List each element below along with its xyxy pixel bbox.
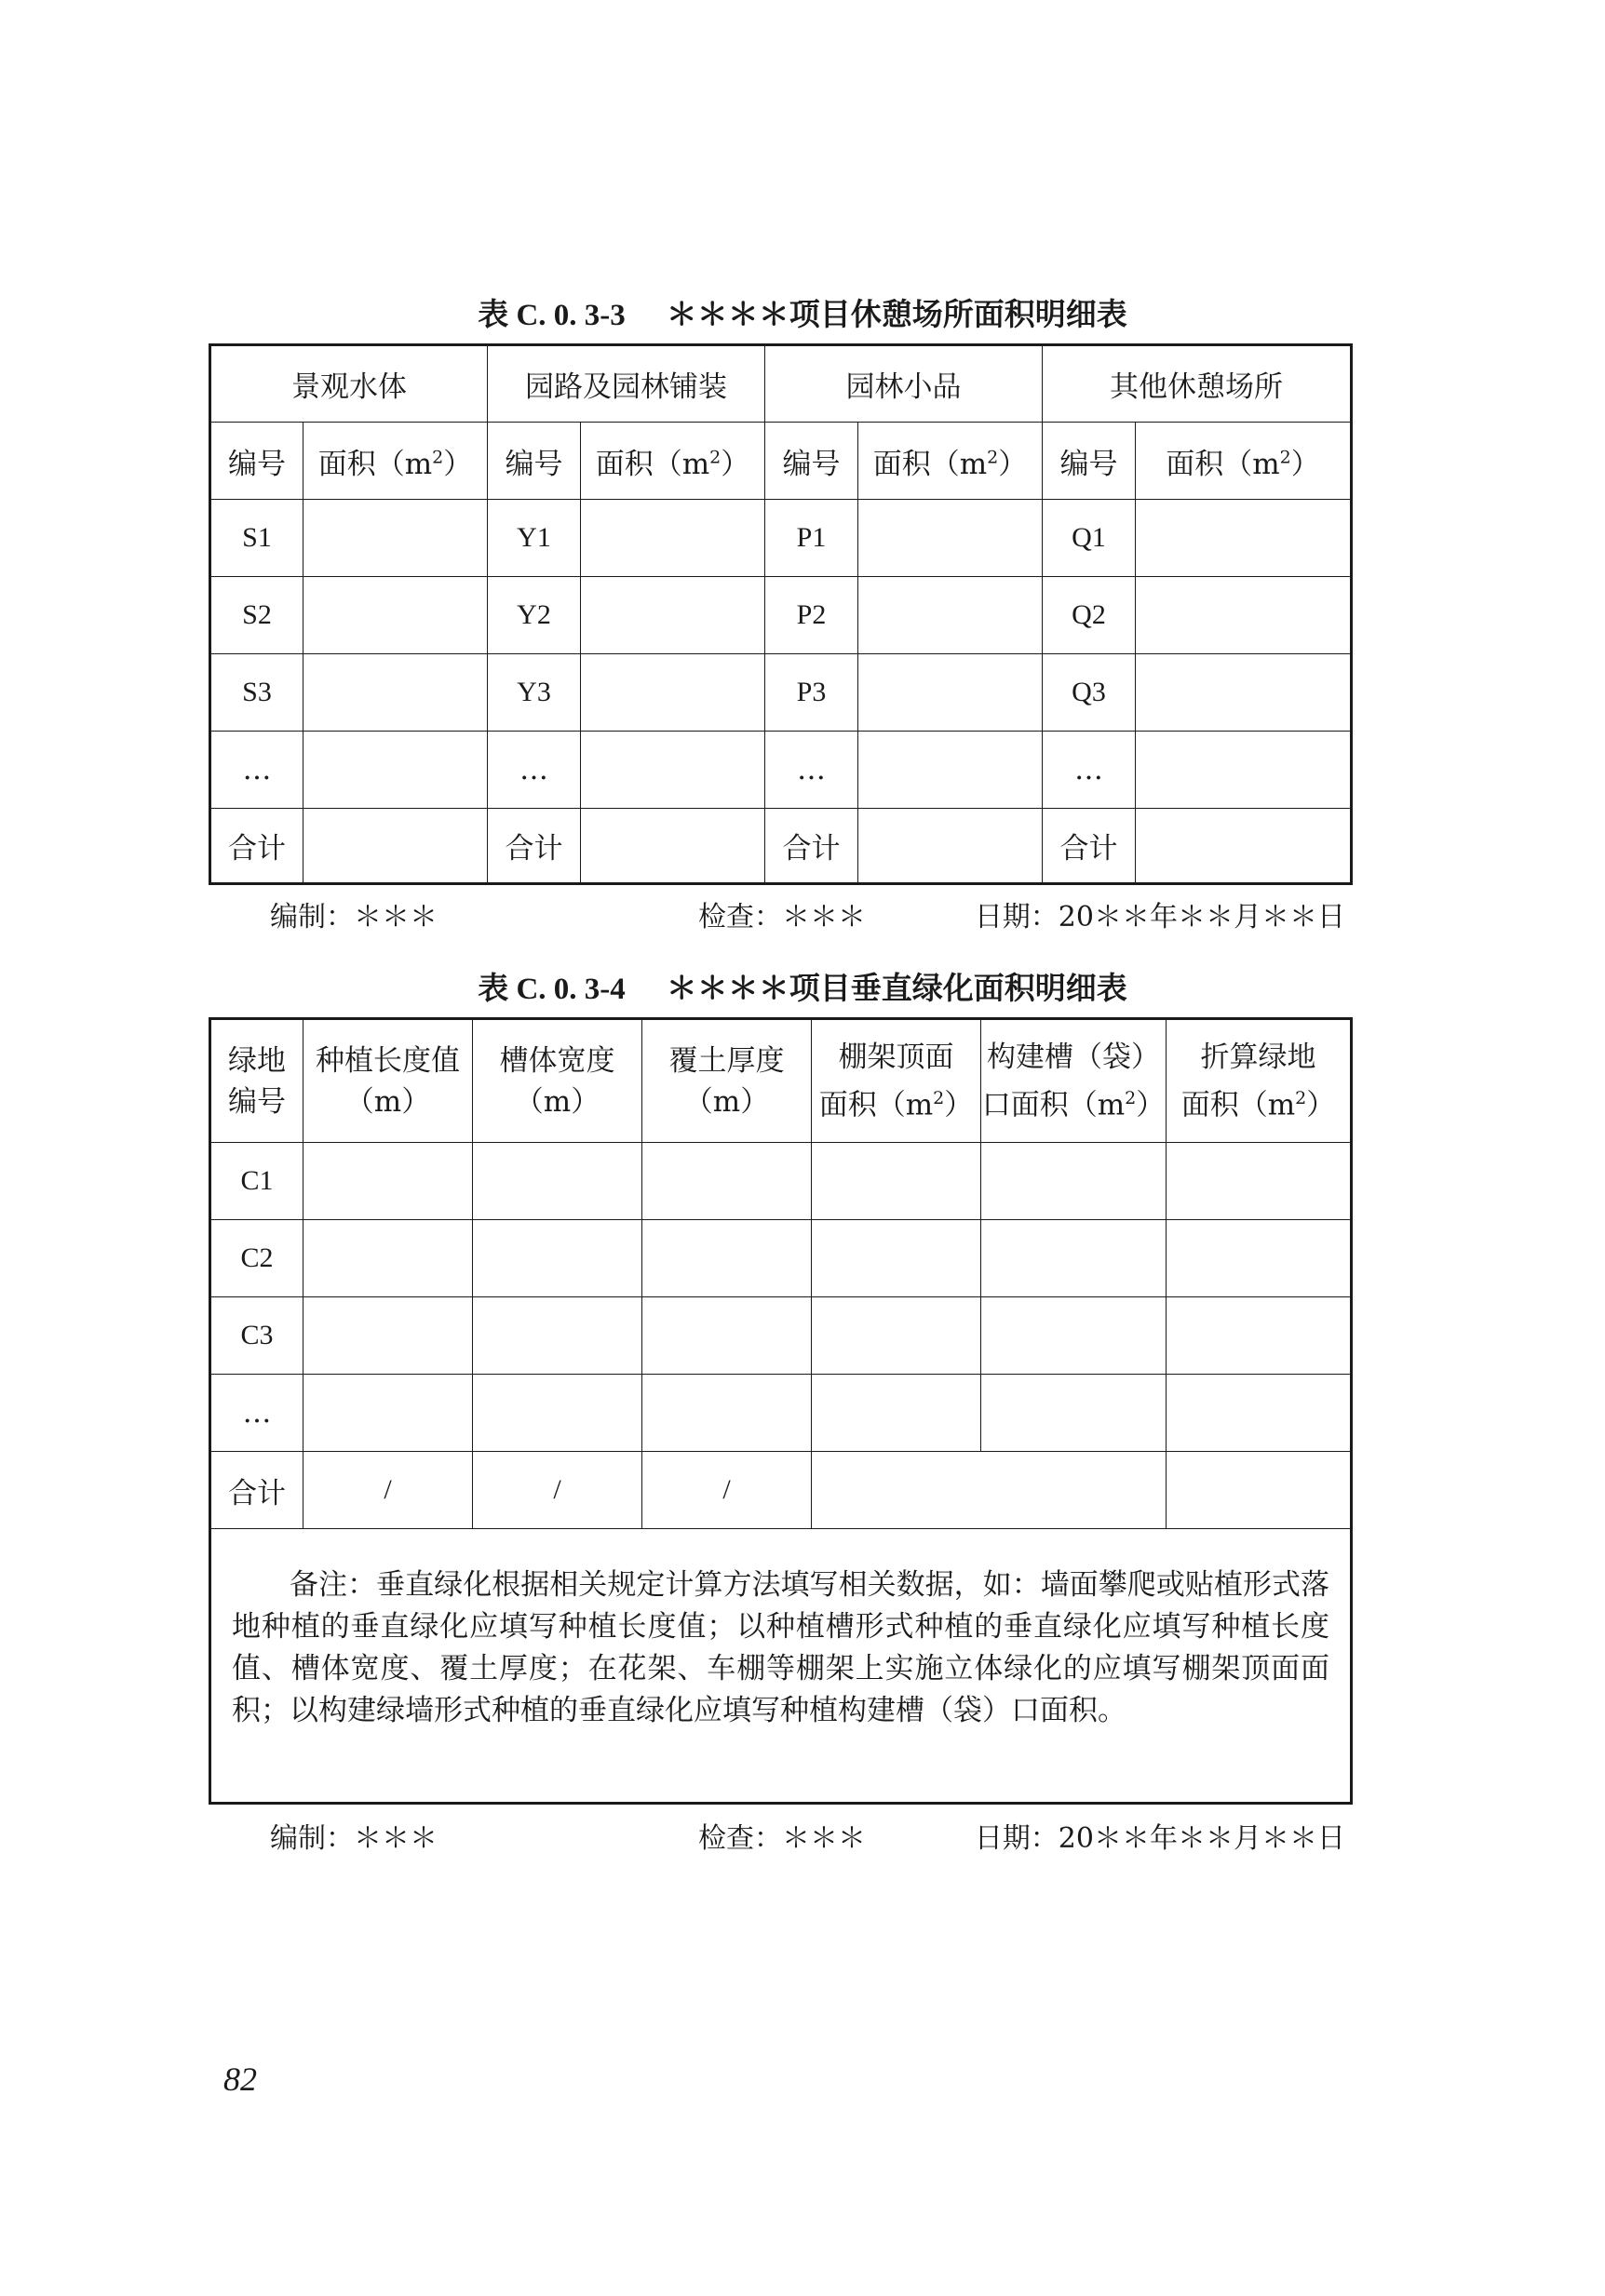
total-label: 合计 xyxy=(210,1452,303,1529)
checked-by: 检查：＊＊＊ xyxy=(698,901,866,933)
area-cell xyxy=(1136,577,1352,654)
planting-length-header: 种植长度值 （m） xyxy=(303,1019,473,1143)
area-cell xyxy=(858,500,1043,577)
code-cell: S2 xyxy=(210,577,303,654)
table-row xyxy=(210,1375,1352,1452)
converted-green-area-header: 折算绿地 面积$(m^2)$ xyxy=(1167,1019,1352,1143)
total-cell xyxy=(303,809,488,884)
group-header: 其他休憩场所 xyxy=(1043,345,1352,423)
code-header: 编号 xyxy=(210,423,303,500)
code-cell: … xyxy=(210,732,303,809)
group-header: 景观水体 xyxy=(210,345,488,423)
area-cell xyxy=(1136,500,1352,577)
area-cell xyxy=(581,500,765,577)
slash-cell: / xyxy=(303,1452,473,1529)
area-cell xyxy=(1136,654,1352,732)
code-header: 编号 xyxy=(1043,423,1136,500)
green-code-cell: … xyxy=(210,1375,303,1452)
code-cell: … xyxy=(765,732,858,809)
area-cell xyxy=(303,732,488,809)
page-number: 82 xyxy=(223,2061,257,2098)
total-cell xyxy=(1167,1452,1352,1529)
trellis-area-header: 棚架顶面 面积$(m^2)$ xyxy=(812,1019,981,1143)
code-cell: S1 xyxy=(210,500,303,577)
slash-cell: / xyxy=(642,1452,812,1529)
table-row xyxy=(210,1297,1352,1375)
slash-cell: / xyxy=(473,1452,642,1529)
table2-caption-code: 表 C. 0. 3-4 xyxy=(478,973,626,1006)
table1-caption xyxy=(0,290,1605,334)
rest-area-table xyxy=(209,343,1353,885)
code-cell: Y2 xyxy=(488,577,581,654)
group-header: 园路及园林铺装 xyxy=(488,345,765,423)
trough-width-header: 槽体宽度 （m） xyxy=(473,1019,642,1143)
area-header: 面积$(m^2)$ xyxy=(1136,423,1352,500)
area-cell xyxy=(303,654,488,732)
header-row xyxy=(210,1019,1352,1143)
date-field: 日期：20＊＊年＊＊月＊＊日 xyxy=(974,1822,1345,1855)
checked-by: 检查：＊＊＊ xyxy=(698,1822,866,1855)
area-cell xyxy=(303,577,488,654)
table2-caption xyxy=(0,964,1605,1008)
total-cell xyxy=(1136,809,1352,884)
total-label: 合计 xyxy=(1043,809,1136,884)
code-cell: Q2 xyxy=(1043,577,1136,654)
code-cell: P2 xyxy=(765,577,858,654)
total-merged-cell xyxy=(812,1452,1167,1529)
area-cell xyxy=(858,577,1043,654)
code-cell: … xyxy=(1043,732,1136,809)
code-cell: Y3 xyxy=(488,654,581,732)
group-header: 园林小品 xyxy=(765,345,1043,423)
code-header: 编号 xyxy=(488,423,581,500)
prepared-by: 编制：＊＊＊ xyxy=(270,901,438,933)
table2-caption-title: ＊＊＊＊项目垂直绿化面积明细表 xyxy=(666,970,1127,1006)
green-code-cell: C1 xyxy=(210,1143,303,1220)
table-row xyxy=(210,654,1352,732)
table1-caption-title: ＊＊＊＊项目休憩场所面积明细表 xyxy=(666,296,1127,332)
prepared-by: 编制：＊＊＊ xyxy=(270,1822,438,1855)
code-cell: Y1 xyxy=(488,500,581,577)
area-header: 面积$(m^2)$ xyxy=(581,423,765,500)
green-code-cell: C3 xyxy=(210,1297,303,1375)
area-header: 面积$(m^2)$ xyxy=(303,423,488,500)
note-row xyxy=(210,1529,1352,1804)
trough-opening-area-header: 构建槽（袋） 口面积$(m^2)$ xyxy=(981,1019,1167,1143)
total-row xyxy=(210,809,1352,884)
area-cell xyxy=(581,577,765,654)
total-label: 合计 xyxy=(765,809,858,884)
green-code-header: 绿地 编号 xyxy=(210,1019,303,1143)
area-cell xyxy=(581,732,765,809)
note-cell xyxy=(210,1529,1352,1804)
code-cell: Q1 xyxy=(1043,500,1136,577)
code-cell: P1 xyxy=(765,500,858,577)
code-cell: S3 xyxy=(210,654,303,732)
area-cell xyxy=(303,500,488,577)
area-cell xyxy=(858,654,1043,732)
total-label: 合计 xyxy=(210,809,303,884)
area-cell xyxy=(581,654,765,732)
table-row xyxy=(210,577,1352,654)
total-cell xyxy=(858,809,1043,884)
code-cell: Q3 xyxy=(1043,654,1136,732)
vertical-greening-table xyxy=(209,1017,1353,1805)
note-text: 备注：垂直绿化根据相关规定计算方法填写相关数据，如：墙面攀爬或贴植形式落地种植的垂直绿化应填写种植长度值；以种植槽形式种植的垂直绿化应填写种植长度值、槽体宽度、覆土厚度；在花架、车棚等棚架上实施立体绿化的应填写棚架顶面面积；以构建绿墙形式种植的垂直绿化应填写种植构建槽（袋）口面积。 xyxy=(232,1568,1329,1727)
area-cell xyxy=(858,732,1043,809)
date-field: 日期：20＊＊年＊＊月＊＊日 xyxy=(974,901,1345,933)
table-row xyxy=(210,732,1352,809)
area-header: 面积$(m^2)$ xyxy=(858,423,1043,500)
table-row xyxy=(210,1220,1352,1297)
table-row xyxy=(210,1143,1352,1220)
sub-header-row xyxy=(210,423,1352,500)
green-code-cell: C2 xyxy=(210,1220,303,1297)
code-cell: … xyxy=(488,732,581,809)
total-label: 合计 xyxy=(488,809,581,884)
table-row xyxy=(210,500,1352,577)
total-row xyxy=(210,1452,1352,1529)
code-cell: P3 xyxy=(765,654,858,732)
table1-caption-code: 表 C. 0. 3-3 xyxy=(478,299,626,332)
area-cell xyxy=(1136,732,1352,809)
code-header: 编号 xyxy=(765,423,858,500)
total-cell xyxy=(581,809,765,884)
soil-thickness-header: 覆土厚度 （m） xyxy=(642,1019,812,1143)
